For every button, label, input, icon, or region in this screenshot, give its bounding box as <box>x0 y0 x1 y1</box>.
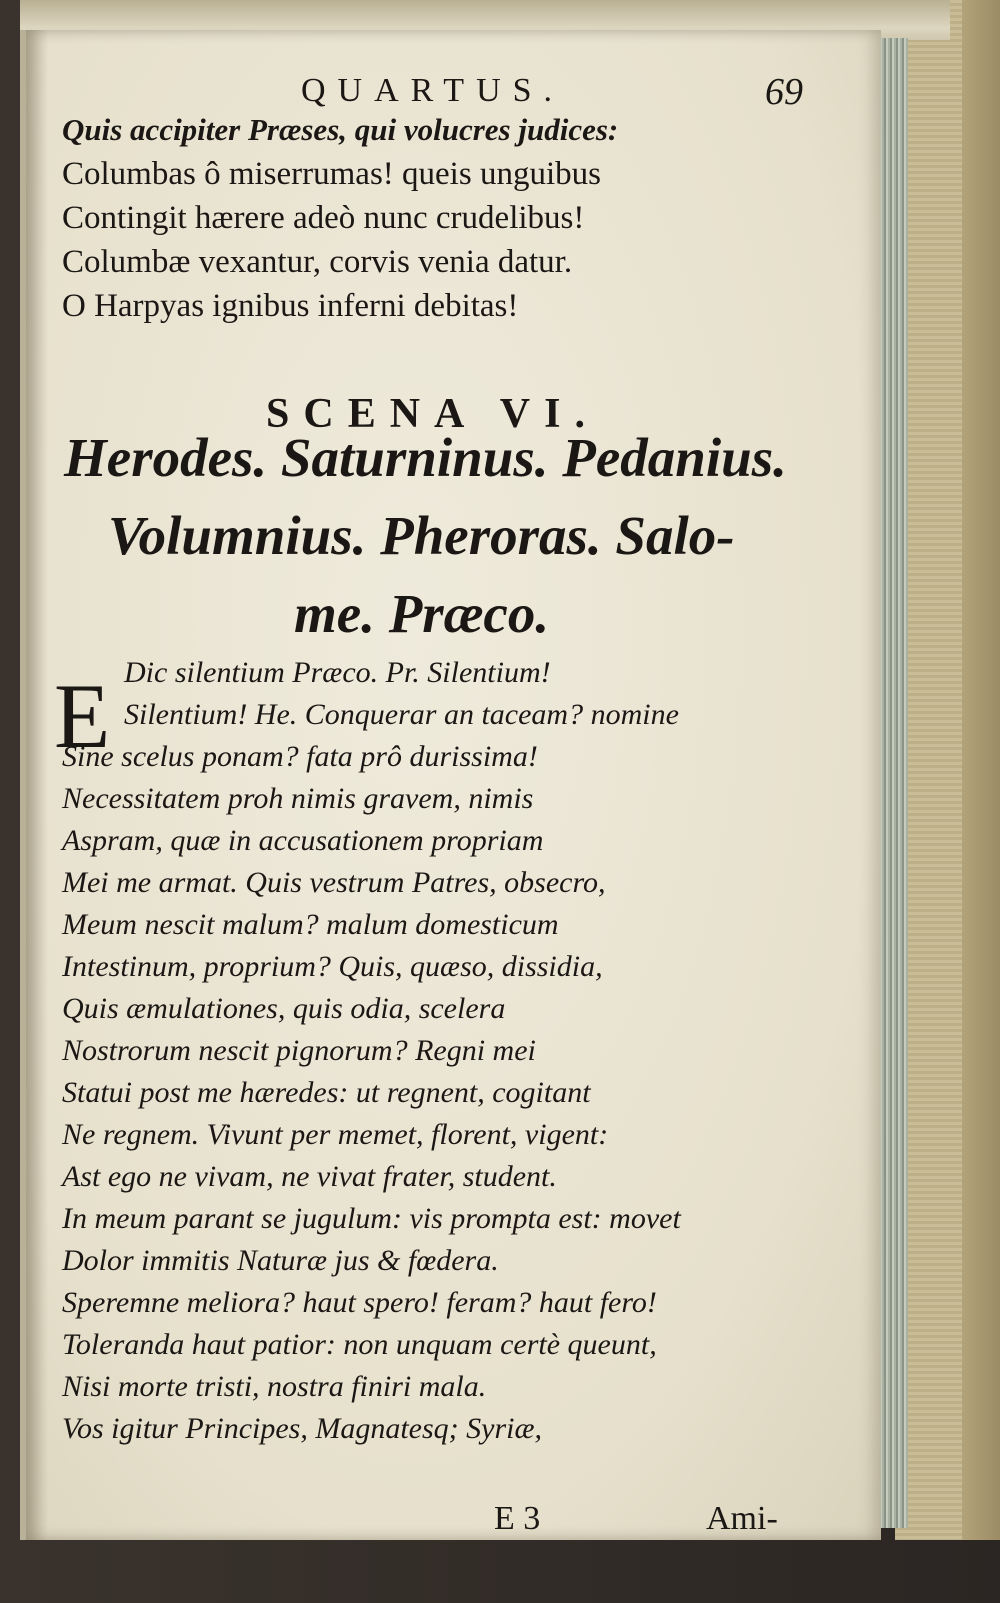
book-page <box>20 30 881 1540</box>
scene-heading: SCENA VI. <box>266 391 599 437</box>
dialogue-line: Dolor immitis Naturæ jus & fœdera. <box>62 1244 499 1277</box>
dialogue-line: Intestinum, proprium? Quis, quæso, dissidia, <box>62 950 603 983</box>
dialogue-line: Mei me armat. Quis vestrum Patres, obsecro, <box>62 866 606 899</box>
dialogue-line: Dic silentium Præco. Pr. Silentium! <box>124 656 551 689</box>
verse-line: Contingit hærere adeò nunc crudelibus! <box>62 200 585 236</box>
dialogue-line: Sine scelus ponam? fata prô durissima! <box>62 740 538 773</box>
verse-line: Columbæ vexantur, corvis venia datur. <box>62 244 573 280</box>
dialogue-line: Aspram, quæ in accusationem propriam <box>62 824 544 857</box>
dialogue-line: Ast ego ne vivam, ne vivat frater, student. <box>62 1160 557 1193</box>
dialogue-line: Quis æmulationes, quis odia, scelera <box>62 992 506 1025</box>
dialogue-line: Ne regnem. Vivunt per memet, florent, vigent: <box>62 1118 609 1151</box>
book-back-cover <box>895 0 1000 1540</box>
catchword: Ami- <box>706 1500 778 1537</box>
verse-line: Columbas ô miserrumas! queis unguibus <box>62 156 601 192</box>
page-gutter-shadow <box>26 30 48 1540</box>
dramatis-personae-line: Herodes. Saturninus. Pedanius. <box>64 427 787 488</box>
signature-mark: E 3 <box>494 1500 541 1537</box>
running-head: QUARTUS. <box>301 72 565 109</box>
dialogue-line: Speremne meliora? haut spero! feram? haut fero! <box>62 1286 657 1319</box>
dialogue-line: Meum nescit malum? malum domesticum <box>62 908 559 941</box>
dialogue-line: Nisi morte tristi, nostra finiri mala. <box>62 1370 487 1403</box>
drop-capital: E <box>54 665 111 767</box>
dramatis-personae-line: me. Præco. <box>294 583 550 644</box>
dialogue-line: Silentium! He. Conquerar an taceam? nomine <box>124 698 679 731</box>
dialogue-line: Nostrorum nescit pignorum? Regni mei <box>62 1034 536 1067</box>
dialogue-line: Vos igitur Principes, Magnatesq; Syriæ, <box>62 1412 542 1445</box>
verse-line: O Harpyas ignibus inferni debitas! <box>62 288 519 324</box>
dialogue-line: Necessitatem proh nimis gravem, nimis <box>62 782 534 815</box>
dialogue-line: Toleranda haut patior: non unquam certè queunt, <box>62 1328 657 1361</box>
dramatis-personae-line: Volumnius. Pheroras. Salo- <box>108 505 735 566</box>
page-number: 69 <box>765 71 803 113</box>
verse-line: Quis accipiter Præses, qui volucres judices: <box>62 112 619 147</box>
dialogue-line: In meum parant se jugulum: vis prompta est: movet <box>62 1202 681 1235</box>
dialogue-line: Statui post me hæredes: ut regnent, cogitant <box>62 1076 591 1109</box>
